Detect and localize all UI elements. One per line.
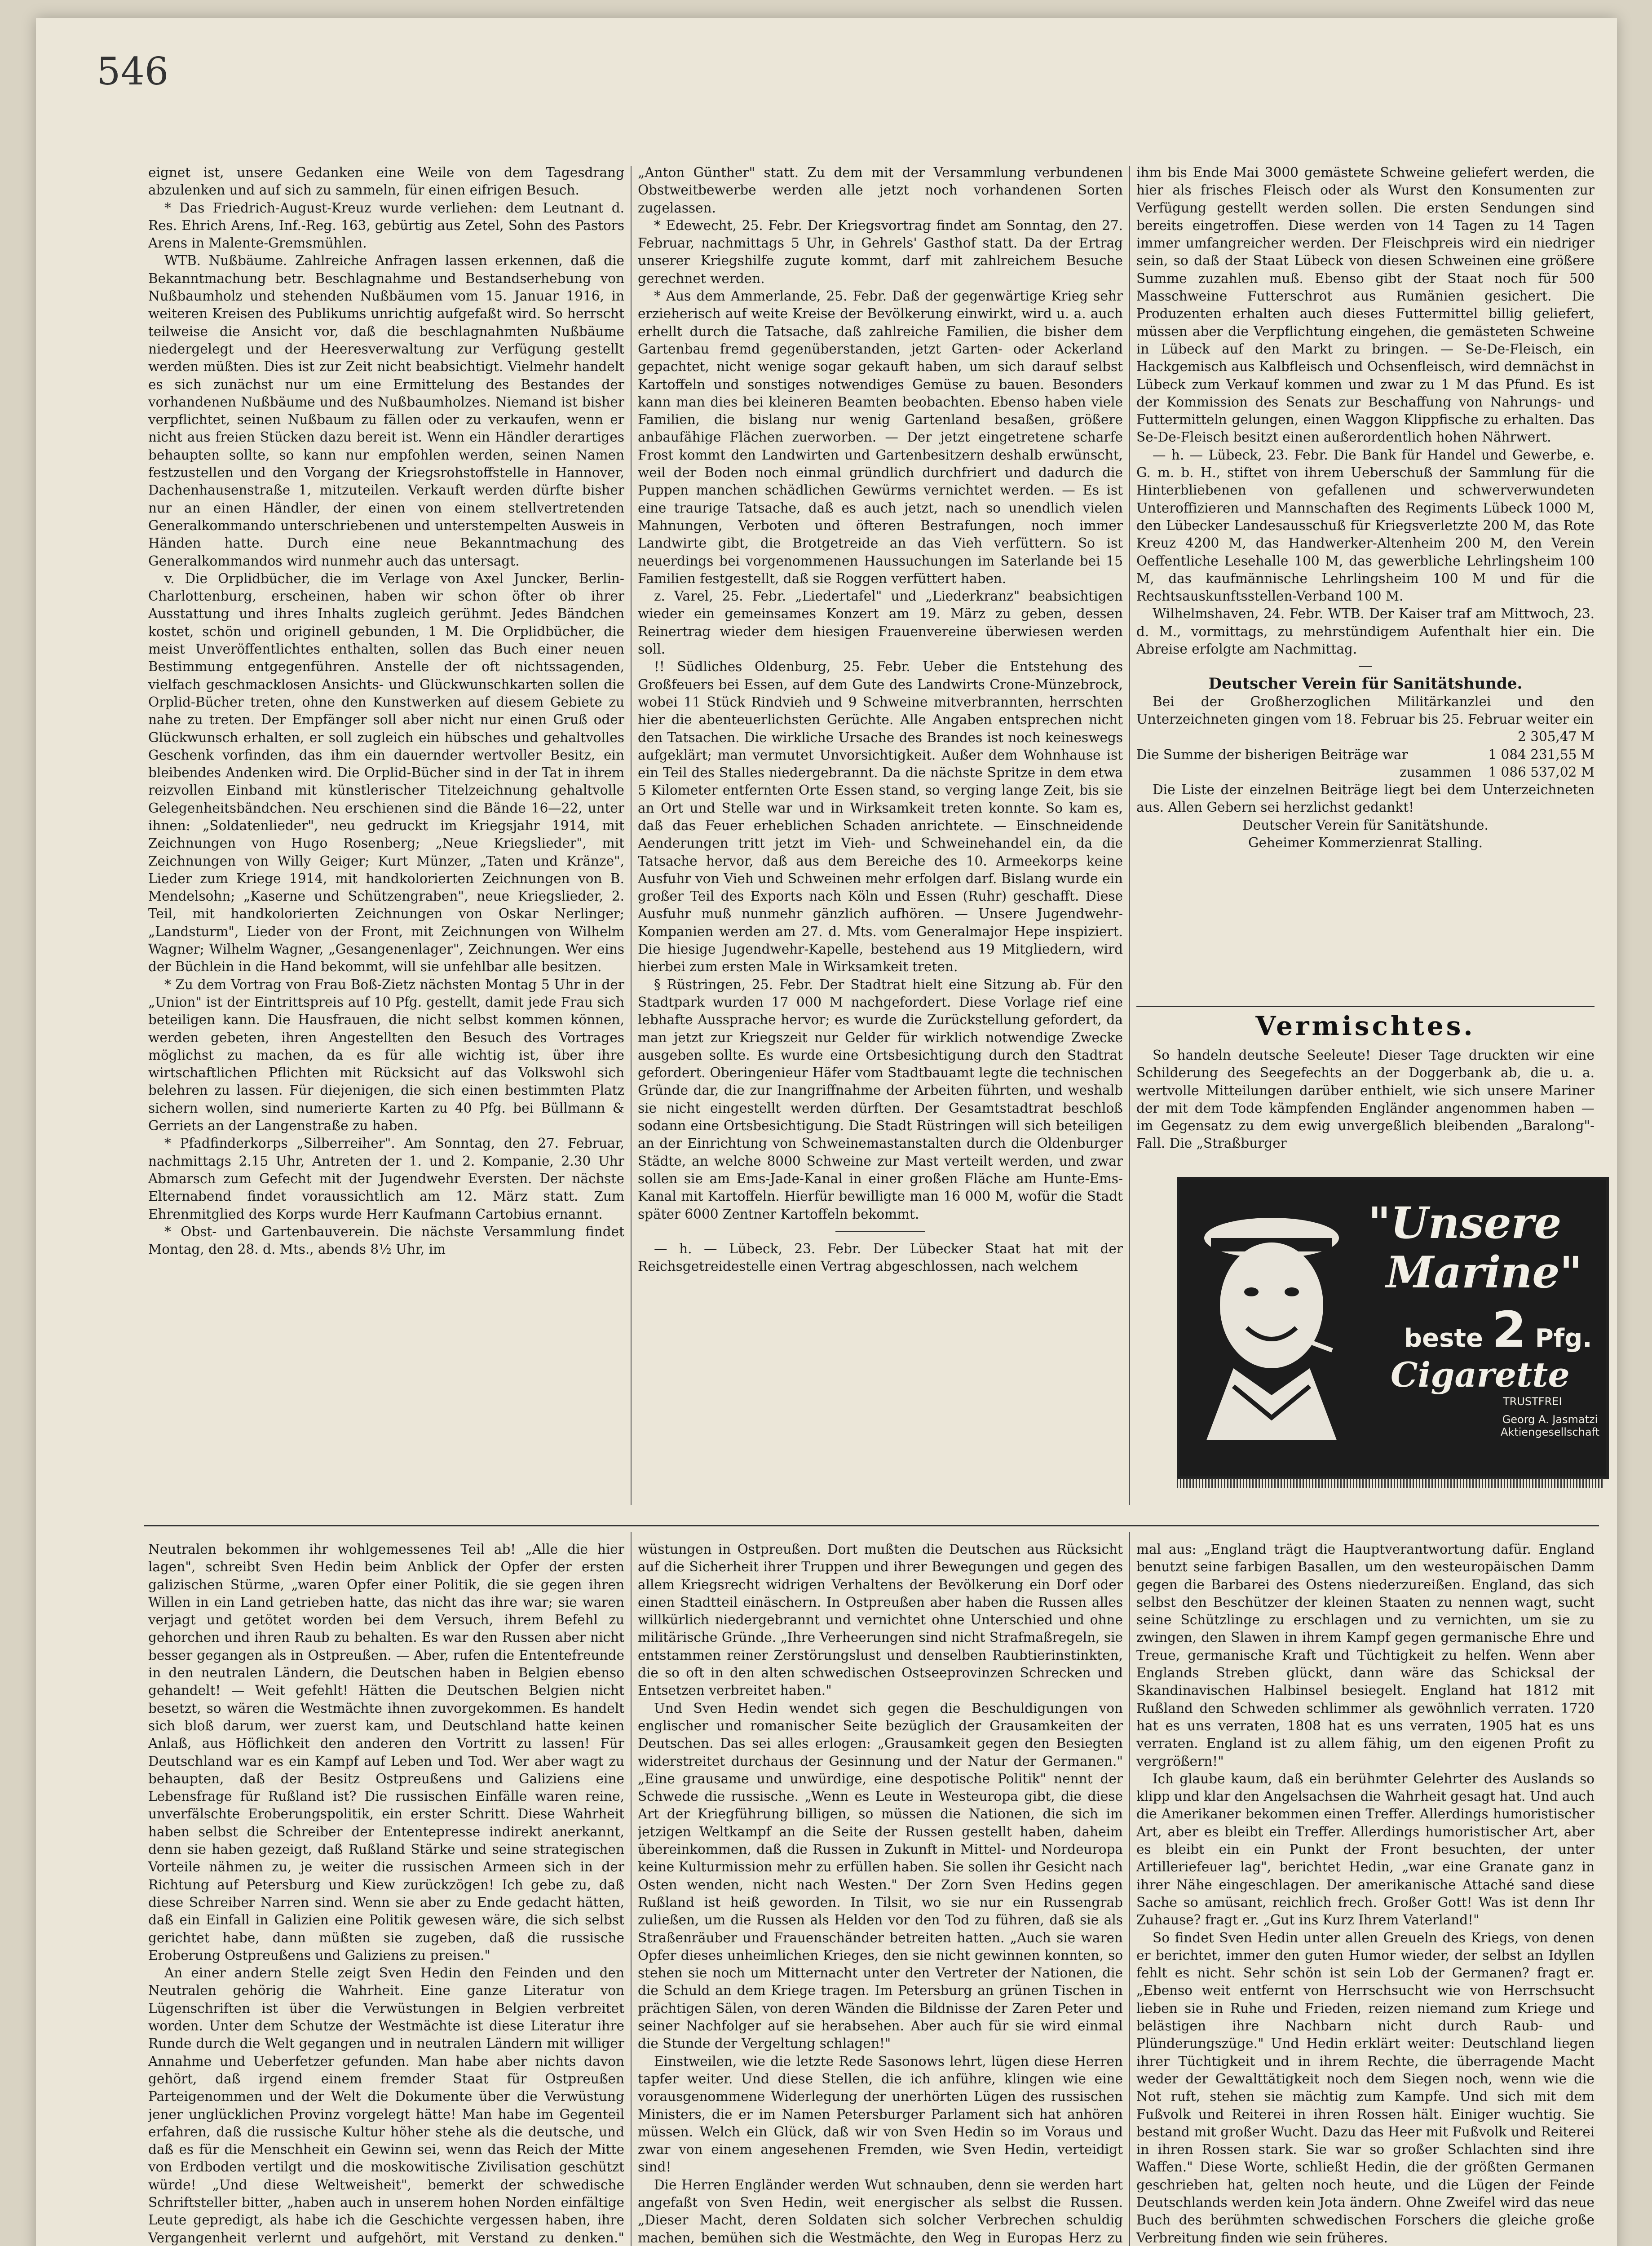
paragraph: * Obst- und Gartenbauverein. Die nächste Versammlung findet Montag, den 28. d. Mts., abends 8½ Uhr, im — [148, 1224, 624, 1257]
paragraph: * Edewecht, 25. Febr. Der Kriegsvortrag findet am Sonntag, den 27. Februar, nachmittags 5 Uhr, in Gehrels' Gasthof statt. Da der Ertrag unserer Kriegshilfe zugute kommt, darf mit zahlreichem Besuche gerechnet werden. — [638, 217, 1123, 286]
verein-signature: Geheimer Kommerzienrat Stalling. — [1248, 835, 1483, 850]
verein-total-amount: 1 086 537,02 M — [1488, 764, 1595, 780]
paragraph: * Pfadfinderkorps „Silberreiher". Am Sonntag, den 27. Februar, nachmittags 2.15 Uhr, Antreten der 1. und 2. Kompanie, 2.30 Uhr Abmarsch zum Gefecht mit der Jugendwehr Eversten. Der nächste Elternabend findet voraussichtlich am 12. März statt. Zum Ehrenmitglied des Korps wurde Herr Kaufmann Cartobius ernannt. — [148, 1136, 624, 1222]
ad-price-unit: Pfg. — [1535, 1324, 1592, 1353]
paragraph: v. Die Orplidbücher, die im Verlage von Axel Juncker, Berlin-Charlottenburg, erscheinen, haben wir schon öfter ob ihrer Ausstattung und ihres Inhalts zugleich gerühmt. Jedes Bändchen kostet, schön und originell gebunden, 1 M. Die Orplidbücher, die meist Unveröffentlichtes enthalten, sollen das Buch einer neuen Bestimmung entgegenführen. Anstelle der oft nichtssagenden, vielfach geschmacklosen Ansichts- und Glückwunschkarten sollen die Orplid-Bücher treten, ohne den Kunstwerken auf diesem Gebiete zu nahe zu treten. Der Empfänger soll aber nicht nur einen Gruß oder Glückwunsch erhalten, er soll zugleich ein hübsches und gehaltvolles Geschenk vorfinden, das ihm ein dauernder wertvoller Besitz, ein bleibendes Andenken wird. Die Orplid-Bücher sind in der Tat in ihrem reizvollen Einband mit künstlerischer Titelzeichnung gehaltvolle Gelegenheitsbändchen. Neu erschienen sind die Bände 16—22, unter ihnen: „Soldatenlieder", neu gedruckt im Kriegsjahr 1914, mit Zeichnungen von Hugo Rosenberg; „Neue Kriegslieder", mit Zeichnungen von Willy Geiger; Kurt Münzer, „Taten und Kränze", Lieder zum Kriege 1914, mit handkolorierten Zeichnungen von B. Mendelsohn; „Kaserne und Schützengraben", neue Kriegslieder, 2. Teil, mit handkolorierten Zeichnungen von Oskar Nerlinger; „Landsturm", Lieder von der Front, mit Zeichnungen von Wilhelm Wagner; Wilhelm Wagner, „Gesangenenlager", Zeichnungen. Wer eins der Büchlein in die Hand bekommt, will sie unfehlbar alle besitzen. — [148, 570, 624, 975]
paragraph: Neutralen bekommen ihr wohlgemessenes Teil ab! „Alle die hier lagen", schreibt Sven Hedin beim Anblick der Opfer der ersten galizischen Stürme, „waren Opfer einer Politik, die sie gegen ihren Willen in ein Land getrieben hatte, das nicht das ihre war; sie waren verjagt und getötet worden bei dem Versuch, ihrem Befehl zu gehorchen und ihren Raub zu behalten. Es war den Russen aber nicht besser gegangen als in Ostpreußen. — Aber, rufen die Ententefreunde in den neutralen Ländern, die Deutschen haben in Belgien ebenso gehandelt! — Weit gefehlt! Hätten die Deutschen Belgien nicht besetzt, so wären die Westmächte ihnen zuvorgekommen. Es handelt sich bloß darum, wer zuerst kam, und Deutschland hatte keinen Anlaß, aus Höflichkeit den anderen den Vortritt zu lassen! Für Deutschland war es ein Kampf auf Leben und Tod. Wer aber wagt zu behaupten, daß der Besitz Ostpreußens und Galiziens eine Lebensfrage für Rußland ist? Die russischen Einfälle waren reine, unverfälschte Eroberungspolitik, ein erster Schritt. Diese Wahrheit haben selbst die Schreiber der Ententepresse indirekt anerkannt, denn sie haben gezeigt, daß Rußland Stärke und seine strategischen Vorteile nähmen zu, je weiter die russischen Armeen sich in der Richtung auf Petersburg und Kiew zurückzögen! Ich gebe zu, daß diese Schreiber Narren sind. Wenn sie aber zu Ende gedacht hätten, daß ein Einfall in Galizien eine Politik gewesen wäre, die sich selbst gerichtet habe, dann müßten sie zugeben, daß die russische Eroberung Ostpreußens und Galiziens zu preisen." — [148, 1542, 624, 1963]
paragraph: So findet Sven Hedin unter allen Greueln des Kriegs, von denen er berichtet, immer den guten Humor wieder, der selbst an Idyllen fehlt es nicht. Sehr schön ist sein Lob der Germanen? fragt er. „Ebenso weit entfernt von Herrschsucht wie von Herrschsucht lieben sie in Ruhe und Frieden, reizen niemand zum Kriege und belästigen ihre Nachbarn nicht durch Raub- und Plünderungszüge." Und Hedin erklärt weiter: Deutschland liegen ihrer Tüchtigkeit und in ihrem Rechte, die überragende Macht weder der Gewalttätigkeit noch dem Siegen noch, wenn wie die Not ruft, stehen sie mächtig zum Kampfe. Und sich mit dem Fußvolk und Reiterei in ihren Rossen hält. Einiger wuchtig. Sie bestand mit großer Wucht. Dazu das Heer mit Fußvolk und Reiterei in ihren Rossen stark. Sie war so großer Schlachten sind ihre Waffen." Diese Worte, schließt Hedin, die der größten Germanen geschrieben hat, gelten noch heute, und die Lügen der Feinde Deutschlands werden kein Jota ändern. Ohne Zweifel wird das neue Buch des berühmten schwedischen Forschers die gleiche große Verbreitung finden wie sein früheres. — [1136, 1930, 1595, 2246]
ad-bottom-rule — [1177, 1478, 1603, 1488]
page-number: 546 — [97, 49, 169, 93]
paragraph: An einer andern Stelle zeigt Sven Hedin den Feinden und den Neutralen gehörig die Wahrheit. Eine ganze Literatur von Lügenschriften ist über die Verwüstungen in Belgien verbreitet worden. Unter dem Schutze der Westmächte ist diese Literatur ihre Runde durch die Welt gegangen und in neutralen Ländern mit williger Annahme und Ueberfetzer gefunden. Man habe aber nichts davon gehört, daß irgend einem fremder Staat für Ostpreußen Parteigenommen und der Welt die Dokumente über die Verwüstung jener unglücklichen Provinz vorgelegt hätte! Man habe im Gegenteil erfahren, daß die russische Kultur höher stehe als die deutsche, und daß es für die Menschheit ein Gewinn sei, wenn das Reich der Mitte von Erdboden vertilgt und die moskowitische Zivilisation geschützt würde! „Und diese Weltweisheit", bemerkt der schwedische Schriftsteller bitter, „haben auch in unserem hohen Norden einfältige Leute gepredigt, als habe ich die Geschichte vergessen haben, ihre Vergangenheit verlernt und aufgehört, mit Verstand zu denken." — [148, 1965, 624, 2246]
paragraph: — h. — Lübeck, 23. Febr. Die Bank für Handel und Gewerbe, e. G. m. b. H., stiftet von ihrem Ueberschuß der Sammlung für die Hinterbliebenen von gefallenen und schwerverwundeten Unteroffizieren und Mannschaften des Regiments Lübeck 1000 M, den Lübecker Landesausschuß für Kriegsverletzte 200 M, das Rote Kreuz 4200 M, das Handwerker-Altenheim 200 M, den Verein Oeffentliche Lesehalle 100 M, das gewerbliche Lehrlingsheim 100 M, das kaufmännische Lehrlingsheim 100 M und für die Rechtsauskunftsstellen-Verband 100 M. — [1136, 447, 1595, 604]
paragraph: Ich glaube kaum, daß ein berühmter Gelehrter des Auslands so klipp und klar den Angelsachsen die Wahrheit gesagt hat. Und auch die Amerikaner bekommen einen Treffer. Allerdings humoristischer Art, aber es bleibt ein Treffer. Allerdings humoristischer Art, aber es bleibt ein ein Punkt der Front besuchten, der unter Artilleriefeuer lag", berichtet Hedin, „war eine Granate ganz in ihrer Nähe eingeschlagen. Der amerikanische Attaché sand diese Sache so amüsant, reichlich frech. Großer Gott! Was ist denn Ihr Zuhause? fragt er. „Gut ins Kurz Ihrem Vaterland!" — [1136, 1771, 1595, 1928]
ad-headline: "Unsere — [1368, 1198, 1562, 1248]
paragraph: wüstungen in Ostpreußen. Dort mußten die Deutschen aus Rücksicht auf die Sicherheit ihrer Truppen und ihrer Bewegungen und gegen des allem Kriegsrecht widrigen Verhaltens der Bevölkerung ein Dorf oder einen Stadtteil einäschern. In Ostpreußen aber haben die Russen alles willkürlich niedergebrannt und vernichtet ohne Unterschied und ohne militärische Gründe. „Ihre Verheerungen sind nicht Strafmaßregeln, sie entstammen reiner Zerstörungslust und denselben Raubtierinstinkten, die so oft in den alten schwedischen Ostseeprovinzen Schrecken und Entsetzen verbreitet haben." — [638, 1542, 1123, 1698]
column-1 — [148, 164, 624, 1505]
verein-total-label: zusammen — [1400, 764, 1471, 780]
paragraph: § Rüstringen, 25. Febr. Der Stadtrat hielt eine Sitzung ab. Für den Stadtpark wurden 17 000 M nachgefordert. Diese Vorlage rief eine lebhafte Aussprache hervor; es wurde die Zurückstellung gefordert, da man jetzt zur Kriegszeit nur Gelder für wirklich notwendige Zwecke ausgeben sollte. Es wurde eine Ortsbesichtigung durch den Stadtrat gefordert. Oberingenieur Häfer vom Stadtbauamt legte die technischen Gründe dar, die zur Inangriffnahme der Arbeiten führten, und weshalb sie nicht eingestellt werden dürften. Der Gesamtstadtrat beschloß sodann eine Ortsbesichtigung. Die Stadt Rüstringen will sich beteiligen an der Einrichtung von Schweinemastanstalten durch die Oldenburger Städte, an welche 8000 Schweine zur Mast verteilt werden, und zwar sollen sie am Ems-Jade-Kanal in einer großen Fläche am Hunte-Ems-Kanal mit Kartoffeln. Hierfür bewilligte man 16 000 M, wofür die Stadt später 6000 Zentner Kartoffeln bekommt. — [638, 977, 1123, 1222]
cigarette-advertisement — [1177, 1177, 1609, 1479]
verein-sum-row — [1136, 746, 1595, 764]
section-rule — [144, 1525, 1599, 1526]
vermischtes-title: Vermischtes. — [1255, 1011, 1475, 1041]
sailor-illustration — [1197, 1207, 1346, 1440]
column-4 — [148, 1541, 624, 2246]
vermischtes-text: So handeln deutsche Seeleute! Dieser Tage druckten wir eine Schilderung des Seegefechts an der Doggerbank ab, die u. a. wertvolle Mitteilungen darüber enthielt, wie sich unsere Mariner der mit dem Tode kämpfenden Engländer angenommen haben — im Gegensatz zu dem ewig unvergeßlich bleibenden „Baralong"-Fall. Die „Straßburger — [1136, 1048, 1595, 1151]
column-divider — [631, 166, 632, 1505]
paragraph: WTB. Nußbäume. Zahlreiche Anfragen lassen erkennen, daß die Bekanntmachung betr. Beschlagnahme und Bestandserhebung von Nußbaumholz und stehenden Nußbäumen vom 15. Januar 1916, in weiteren Kreisen des Publikums unrichtig aufgefaßt wird. So herrscht teilweise die Ansicht vor, daß die beschlagnahmten Nußbäume niedergelegt und der Heeresverwaltung zur Verfügung gestellt werden müßten. Dies ist zur Zeit nicht beabsichtigt. Vielmehr handelt es sich zunächst nur um eine Ermittelung des Bestandes der vorhandenen Nußbäume und des Nußbaumholzes. Niemand ist bisher verpflichtet, seinen Nußbaum zu fällen oder zu verkaufen, wenn er nicht aus freien Stücken dazu bereit ist. Wenn ein Händler derartiges behaupten sollte, so kann nur empfohlen werden, seinen Namen festzustellen und den Vorgang der Kriegsrohstoffstelle in Hannover, Dachenhausenstraße 1, mitzuteilen. Verkauft werden dürfte bisher nur an einen Händler, der einen von einem stellvertretenden Generalkommando unterschriebenen und unterstempelten Ausweis in Händen hatte. Durch eine neue Bekanntmachung des Generalkommandos wird nunmehr auch das untersagt. — [148, 253, 624, 569]
column-divider — [631, 1532, 632, 2246]
ad-tagline: TRUSTFREI — [1503, 1395, 1562, 1408]
column-divider — [1129, 166, 1130, 1505]
ad-product: Cigarette — [1391, 1355, 1570, 1395]
verein-sum-label: Die Summe der bisherigen Beiträge war — [1136, 747, 1408, 762]
ad-headline: Marine" — [1386, 1247, 1582, 1298]
section-divider — [1359, 666, 1372, 667]
paragraph: ihm bis Ende Mai 3000 gemästete Schweine geliefert werden, die hier als frisches Fleisch oder als Wurst den Konsumenten zur Verfügung gestellt werden sollen. Die ersten Sendungen sind bereits eingetroffen. Diese werden von 14 Tagen zu 14 Tagen immer umfangreicher werden. Der Fleischpreis wird ein niedriger sein, so daß der Staat Lübeck von diesen Schweinen eine größere Summe zuzahlen muß. Ebenso gibt der Staat noch für 500 Masschweine Futterschrot aus Rumänien gesichert. Die Produzenten erhalten auch dieses Futtermittel billig geliefert, müssen aber die Verpflichtung eingehen, die gemästeten Schweine in Lübeck auf den Markt zu bringen. — Se-De-Fleisch, ein Hackgemisch aus Kalbfleisch und Ochsenfleisch, wird demnächst in Lübeck zum Verkauf kommen und zwar zu 1 M das Pfund. Es ist der Kommission des Senats zur Beschaffung von Nahrungs- und Futtermitteln gelungen, einen Waggon Klippfische zu erhalten. Das Se-De-Fleisch besitzt einen außerordentlich hohen Nährwert. — [1136, 165, 1595, 445]
paragraph: * Zu dem Vortrag von Frau Boß-Zietz nächsten Montag 5 Uhr in der „Union" ist der Eintrittspreis auf 10 Pfg. gestellt, damit jede Frau sich beteiligen kann. Die Hausfrauen, die nicht selbst kommen können, werden gebeten, ihren Angestellten den Besuch des Vortrages möglichst zu machen, da es für alle wichtig ist, über ihre wirtschaftlichen Pflichten mit Rücksicht auf das Volkswohl sich belehren zu lassen. Für diejenigen, die sich einen bestimmten Platz sichern wollen, sind numerierte Karten zu 40 Pfg. bei Büllmann & Gerriets an der Langenstraße zu haben. — [148, 977, 624, 1134]
vermischtes-column — [1136, 1047, 1595, 1172]
verein-total-row — [1136, 764, 1595, 781]
ad-price-value: 2 — [1492, 1301, 1527, 1358]
paragraph: * Das Friedrich-August-Kreuz wurde verliehen: dem Leutnant d. Res. Ehrich Arens, Inf.-Reg. 163, gebürtig aus Zetel, Sohn des Pastors Arens in Malente-Gremsmühlen. — [148, 200, 624, 251]
paragraph: — h. — Lübeck, 23. Febr. Der Lübecker Staat hat mit der Reichsgetreidestelle einen Vertrag abgeschlossen, nach welchem — [638, 1241, 1123, 1274]
paragraph: Die Herren Engländer werden Wut schnauben, denn sie werden hart angefaßt von Sven Hedin, weit energischer als selbst die Russen. „Dieser Macht, deren Soldaten sich solcher Verbrechen schuldig machen, bemühen sich die Westmächte, den Weg in Europas Herz zu — [638, 2177, 1123, 2246]
verein-amount: 2 305,47 M — [1518, 729, 1595, 745]
verein-note: Die Liste der einzelnen Beiträge liegt bei dem Unterzeichneten aus. Allen Gebern sei herzlichst gedankt! — [1136, 782, 1595, 815]
paragraph: Wilhelmshaven, 24. Febr. WTB. Der Kaiser traf am Mittwoch, 23. d. M., vormittags, zu mehrstündigem Aufenthalt hier ein. Die Abreise erfolgte am Nachmittag. — [1136, 606, 1595, 657]
column-6 — [1136, 1541, 1595, 2246]
paragraph: „Anton Günther" statt. Zu dem mit der Versammlung verbundenen Obstweitbewerbe werden alle jetzt noch vorhandenen Sorten zugelassen. — [638, 165, 1123, 216]
ad-price — [1404, 1301, 1592, 1358]
section-rule — [1136, 1006, 1595, 1007]
verein-sum-amount: 1 084 231,55 M — [1488, 747, 1595, 762]
paragraph: * Aus dem Ammerlande, 25. Febr. Daß der gegenwärtige Krieg sehr erzieherisch auf weite Kreise der Bevölkerung einwirkt, wird u. a. auch erhellt durch die Tatsache, daß zahlreiche Familien, die bisher dem Gartenbau fremd gegenüberstanden, jetzt Garten- oder Ackerland gepachtet, nicht wenige sogar gekauft haben, um sich darauf selbst Kartoffeln und sonstiges notwendiges Gemüse zu bauen. Besonders kann man dies bei kleineren Beamten beobachten. Ebenso haben viele Familien, die bislang nur wenig Gartenland besaßen, größere anbaufähige Flächen zuerworben. — Der jetzt eingetretene scharfe Frost kommt den Landwirten und Gartenbesitzern deshalb erwünscht, weil der Boden noch einmal gründlich durchfriert und dadurch die Puppen manchen schädlichen Gewürms vernichtet werden. — Es ist eine traurige Tatsache, daß es auch jetzt, nach so unendlich vielen Mahnungen, Verboten und öfteren Bestrafungen, noch immer Landwirte gibt, die Brotgetreide an das Vieh verfüttern. So ist neuerdings bei vorgenommenen Haussuchungen im Saterlande bei 15 Familien festgestellt, daß sie Roggen verfüttert haben. — [638, 288, 1123, 586]
ad-company: Georg A. Jasmatzi Aktiengesellschaft — [1500, 1413, 1600, 1438]
verein-signature: Deutscher Verein für Sanitätshunde. — [1242, 817, 1489, 833]
paragraph: z. Varel, 25. Febr. „Liedertafel" und „Liederkranz" beabsichtigen wieder ein gemeinsames Konzert am 19. März zu geben, dessen Reinertrag wieder dem hiesigen Frauenvereine überwiesen werden soll. — [638, 588, 1123, 657]
column-divider — [1129, 1532, 1130, 2246]
column-5 — [638, 1541, 1123, 2246]
column-3 — [1136, 164, 1595, 1013]
column-2 — [638, 164, 1123, 1505]
paragraph: Einstweilen, wie die letzte Rede Sasonows lehrt, lügen diese Herren tapfer weiter. Und diese Stellen, die ich anführe, klingen wie eine vorausgenommene Widerlegung der unerhörten Lügen des russischen Ministers, die er im Namen Petersburger Parlament sich hat anhören müssen. Welch ein Glück, daß wir von Sven Hedin so im Voraus und zwar von einem angesehenen Fremden, wie Sven Hedin, verteidigt sind! — [638, 2053, 1123, 2175]
paragraph: mal aus: „England trägt die Hauptverantwortung dafür. England benutzt seine farbigen Basallen, um den westeuropäischen Damm gegen die Barbarei des Ostens niederzureißen. England, das sich selbst den Beschützer der kleinen Staaten zu nennen wagt, sucht seine Schützlinge zu erschlagen und zu vernichten, um sie zu zwingen, den Slawen in ihrem Kampf gegen germanische Ehre und Treue, germanische Kraft und Tüchtigkeit zu helfen. Wenn aber Englands Streben glückt, dann wäre das Schicksal der Skandinavischen Halbinsel besiegelt. England hat 1812 mit Rußland den Schweden schlimmer als gewöhnlich verraten. 1720 hat es uns verraten, 1808 hat es uns verraten, 1905 hat es uns verraten. England ist zu allem fähig, um den eigenen Profit zu vergrößern!" — [1136, 1542, 1595, 1769]
paragraph: Und Sven Hedin wendet sich gegen die Beschuldigungen von englischer und romanischer Seite bezüglich der Grausamkeiten der Deutschen. Das sei alles erlogen: „Grausamkeit gegen den Besiegten widerstreitet durchaus der Gesinnung und der Natur der Germanen." „Eine grausame und unwürdige, eine despotische Politik" nennt der Schwede die russische. „Wenn es Leute in Westeuropa gibt, die diese Art der Kriegführung billigen, so müssen die Nationen, die sich im jetzigen Weltkampf an die Seite der Russen gestellt haben, daheim übereinkommen, daß die Russen in Zukunft in Mittel- und Nordeuropa keine Kulturmission mehr zu erfüllen haben. Sie sollen ihr Gesicht nach Osten wenden, nicht nach Westen." Der Zorn Sven Hedins gegen Rußland ist heiß geworden. In Tilsit, wo sie nur ein Russengrab zuließen, um die Russen als Helden vor den Tod zu führen, daß sie als Straßenräuber und Frauenschänder betreiten hatten. „Auch sie waren Opfer dieses unheimlichen Krieges, den sie nicht gewinnen konnten, so stehen sie noch um Mitternacht unter den Vertreter der Nationen, die die Schuld an dem Kriege tragen. Im Petersburg an grünen Tischen in prächtigen Sälen, von deren Wänden die Bildnisse der Zaren Peter und seiner Nachfolger auf sie herabsehen. Aber auch für sie wird einmal die Stunde der Vergeltung schlagen!" — [638, 1700, 1123, 2051]
section-divider — [835, 1231, 925, 1232]
paragraph: !! Südliches Oldenburg, 25. Febr. Ueber die Entstehung des Großfeuers bei Essen, auf dem Gute des Landwirts Crone-Münzebrock, wobei 11 Stück Rindvieh und 9 Schweine mitverbrannten, herrschten hier die abenteuerlichsten Gerüchte. Alle Angaben entsprechen nicht den Tatsachen. Die wirkliche Ursache des Brandes ist noch keineswegs aufgeklärt; man vermutet Unvorsichtigkeit. Außer dem Wohnhause ist ein Teil des Stalles niedergebrannt. Da die nächste Spritze in dem etwa 5 Kilometer entfernten Orte Essen stand, so verging lange Zeit, bis sie an Ort und Stelle war und in Wirksamkeit treten konnte. So kam es, daß das Feuer erheblichen Schaden anrichtete. — Einschneidende Aenderungen tritt jetzt im Vieh- und Schweinehandel ein, da die Tatsache hervor, daß aus dem Bereiche des 10. Armeekorps keine Ausfuhr von Vieh und Schweinen mehr erfolgen darf. Bislang wurde ein großer Teil des Exports nach Köln und Essen (Ruhr) geschafft. Diese Ausfuhr muß nunmehr gänzlich aufhören. — Unsere Jugendwehr-Kompanien werden am 27. d. Mts. vom Generalmajor Hepe inspiziert. Die hiesige Jugendwehr-Kapelle, bestehend aus 19 Mitgliedern, wird hierbei zum ersten Male in Wirksamkeit treten. — [638, 659, 1123, 975]
paragraph: eignet ist, unsere Gedanken eine Weile von dem Tagesdrang abzulenken und auf sich zu sammeln, für einen eifrigen Besuch. — [148, 165, 624, 198]
verein-title: Deutscher Verein für Sanitätshunde. — [1208, 675, 1523, 693]
ad-price-label: beste — [1404, 1324, 1484, 1353]
verein-text: Bei der Großherzoglichen Militärkanzlei und den Unterzeichneten gingen vom 18. Februar bis 25. Februar weiter ein — [1136, 694, 1595, 727]
